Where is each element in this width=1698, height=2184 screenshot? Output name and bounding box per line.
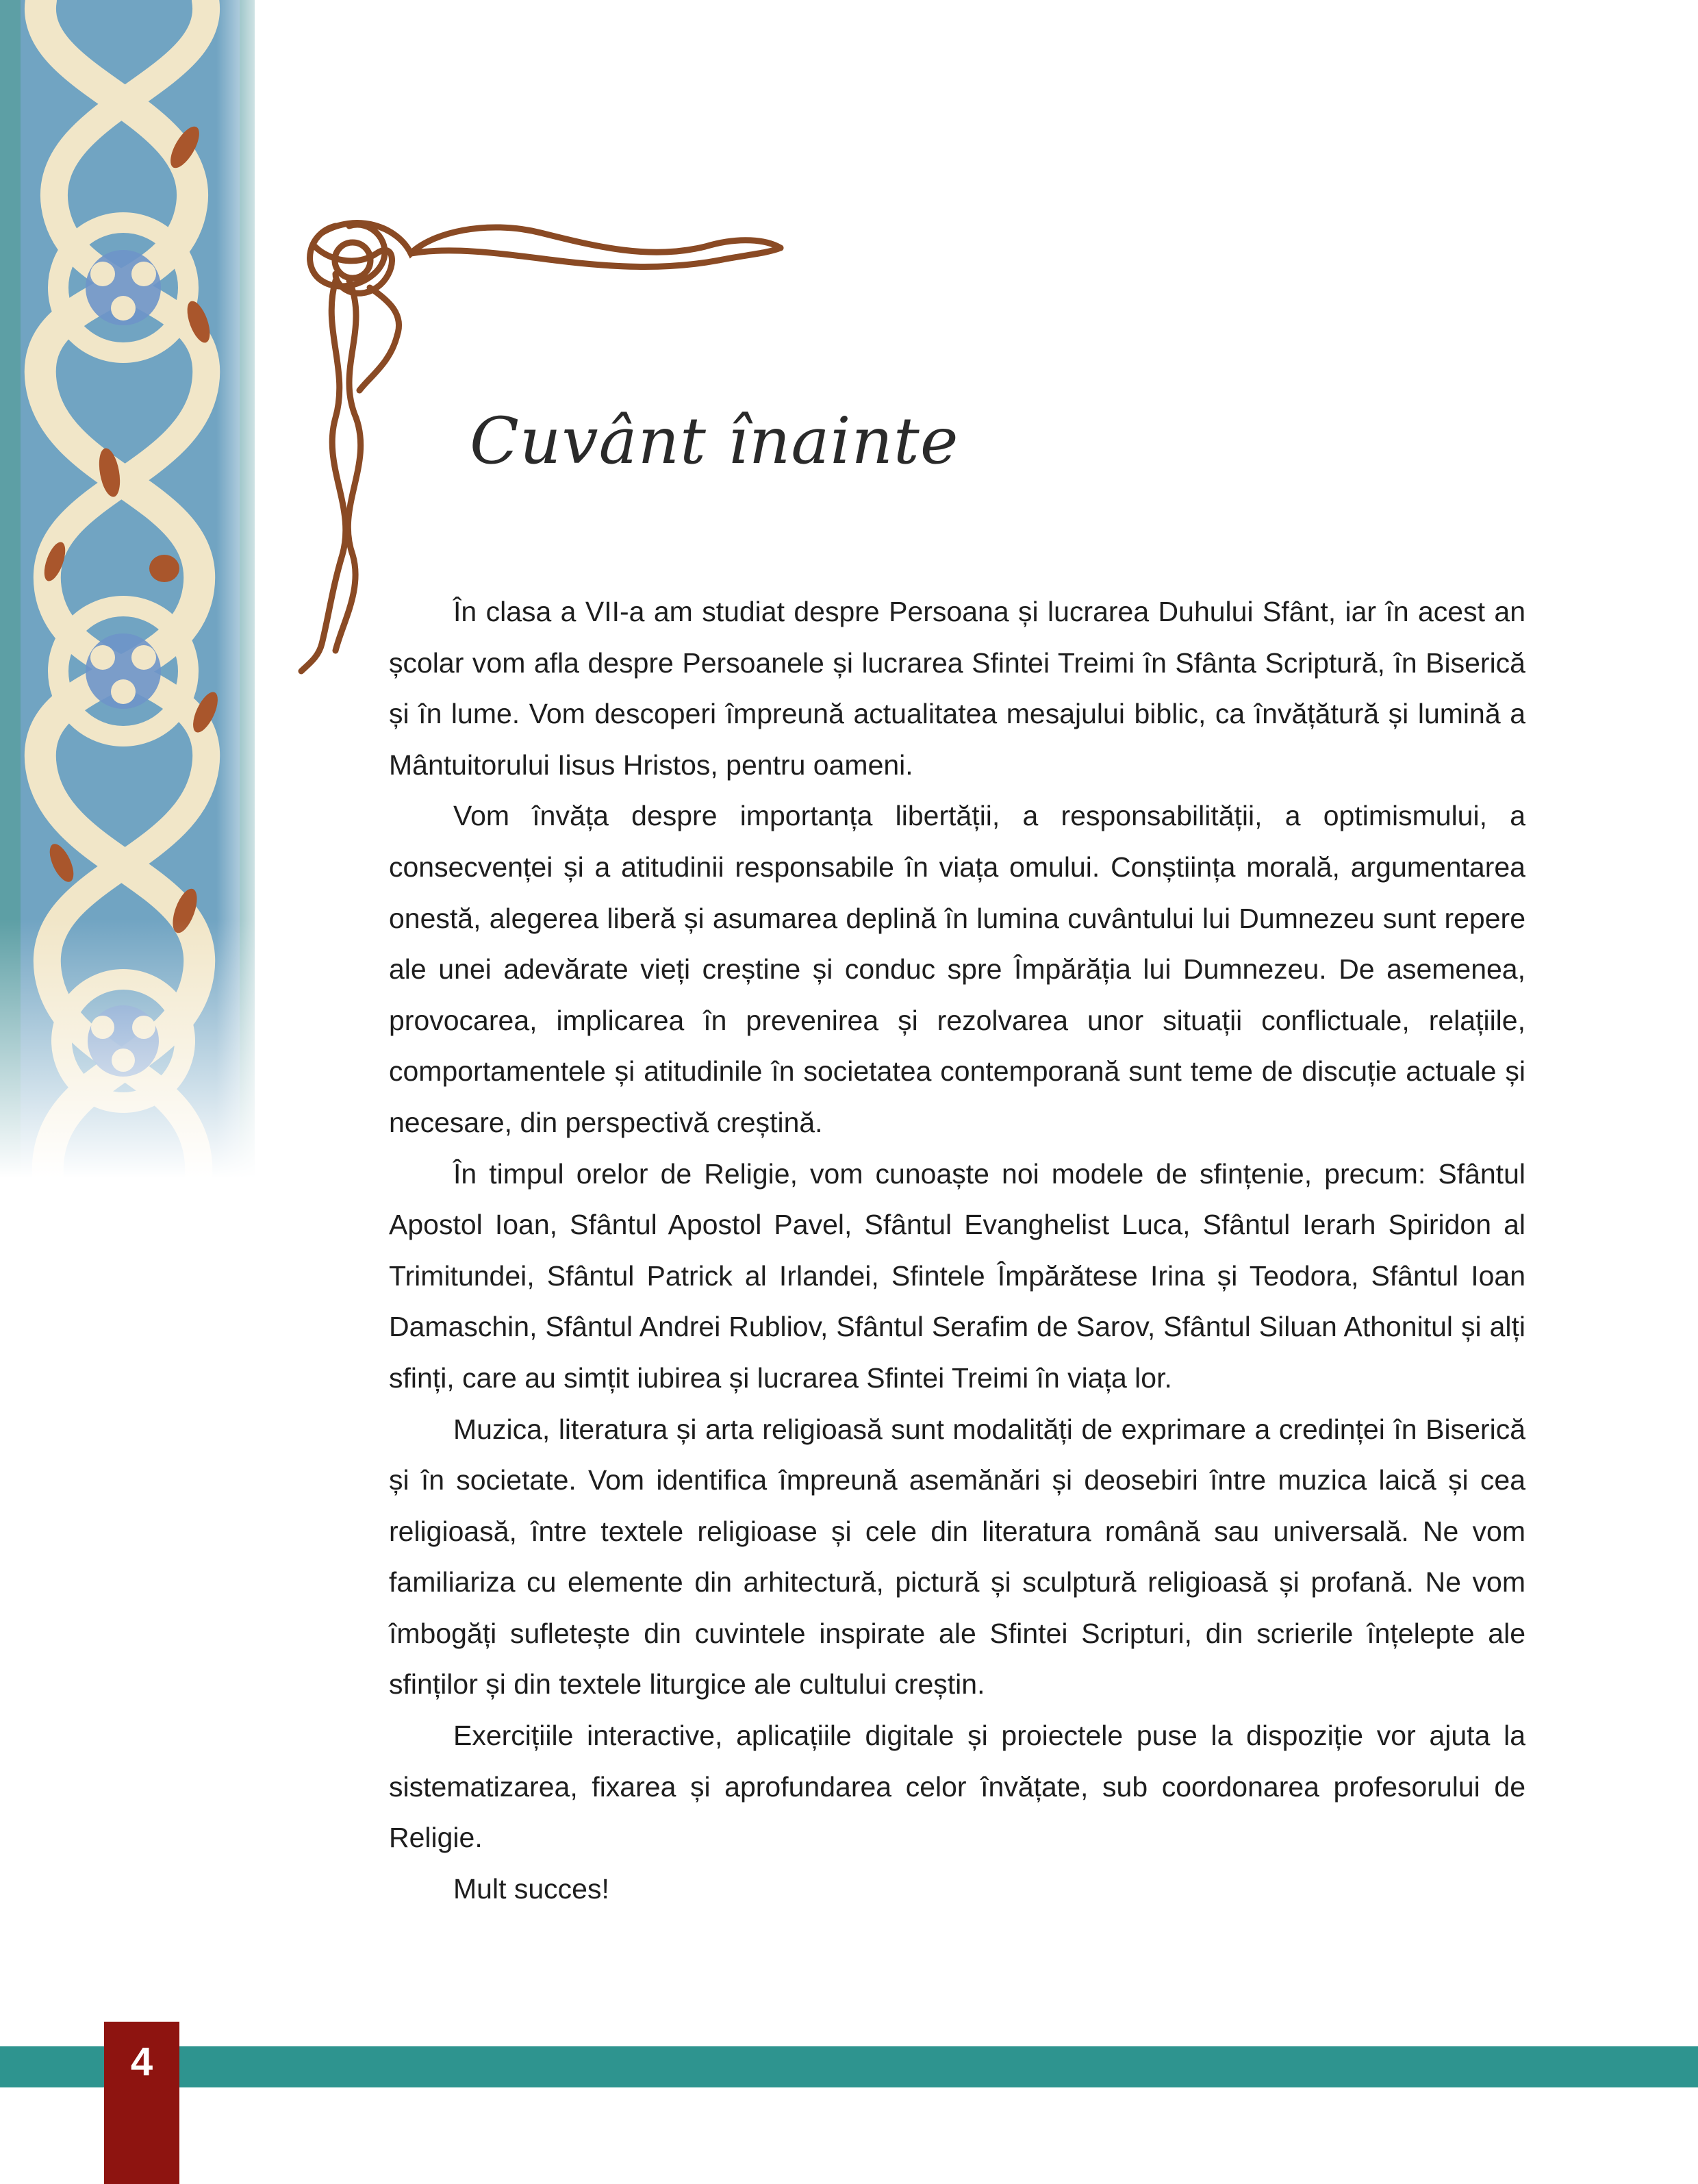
paragraph-exercises: Exercițiile interactive, aplicațiile digitale și proiectele puse la dispoziție vor ajuta la sistematizarea, fixarea și aprofundarea celor învățate, sub coordonarea profesorului de Religie. bbox=[389, 1720, 1525, 1854]
decorative-side-border bbox=[0, 0, 255, 1178]
paragraph-values: Vom învăța despre importanța libertății, a responsabilității, a optimismului, a consecvenței și a atitudinii responsabile în viața omului. Conștiința morală, argumentarea onestă, alegerea liberă și asumarea deplină în lumina cuvântului lui Dumnezeu sunt repere ale unei adevărate vieți creștine și conduc spre Împărăția lui Dumnezeu. De asemenea, provocarea, implicarea în prevenirea și rezolvarea unor situații conflictuale, relațiile, comportamentele și atitudinile în societatea contemporană sunt teme de discuție actuale și necesare, din perspectivă creștină. bbox=[389, 800, 1525, 1138]
footer-band bbox=[0, 2046, 1698, 2087]
page-title: Cuvânt înainte bbox=[470, 404, 959, 479]
paragraph-intro: În clasa a VII-a am studiat despre Persoana și lucrarea Duhului Sfânt, iar în acest an școlar vom afla despre Persoanele și lucrarea Sfintei Treimi în Sfânta Scriptură, în Biserică și în lume. Vom descoperi împreună actualitatea mesajului biblic, ca învățătură și lumină a Mântuitorului Iisus Hristos, pentru oameni. bbox=[389, 596, 1525, 781]
paragraph-saints: În timpul orelor de Religie, vom cunoaște noi modele de sfințenie, precum: Sfântul Apostol Ioan, Sfântul Apostol Pavel, Sfântul Evanghelist Luca, Sfântul Ierarh Spiridon al Trimitundei, Sfântul Patrick al Irlandei, Sfintele Împărătese Irina și Teodora, Sfântul Ioan Damaschin, Sfântul Andrei Rubliov, Sfântul Serafim de Sarov, Sfântul Siluan Athonitul și alți sfinți, care au simțit iubirea și lucrarea Sfintei Treimi în viața lor. bbox=[389, 1157, 1525, 1394]
paragraph-closing: Mult succes! bbox=[453, 1872, 609, 1905]
paragraph-arts: Muzica, literatura și arta religioasă sunt modalități de exprimare a credinței în Biserică și în societate. Vom identifica împreună asemănări și deosebiri între muzica laică și cea religioasă, între textele religioase și cele din literatura română sau universală. Ne vom familiariza cu elemente din arhitectură, pictură și sculptură religioasă și profană. Ne vom îmbogăți sufletește din cuvintele inspirate ale Sfintei Scripturi, din scrierile înțelepte ale sfinților și din textele liturgice ale cultului creștin. bbox=[389, 1413, 1525, 1700]
page-number: 4 bbox=[130, 2039, 153, 2084]
body-text bbox=[389, 586, 1525, 1914]
